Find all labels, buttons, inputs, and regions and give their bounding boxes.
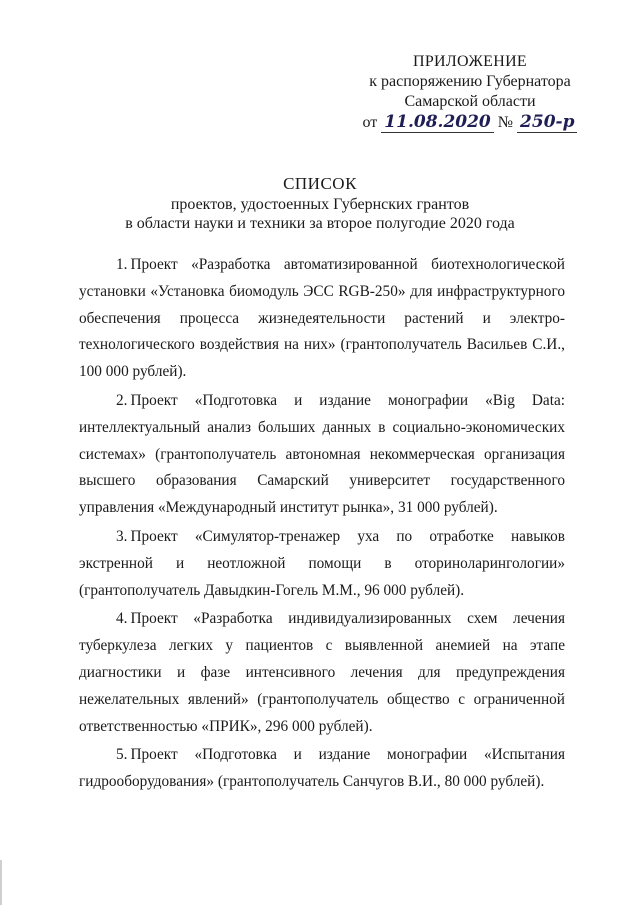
- item-text: Проект «Подготовка и издание монографии «Испытания гидрооборудования» (грантополучатель Санчугов В.И., 80 000 рублей).: [79, 746, 565, 791]
- handwritten-number: 250-р: [517, 112, 577, 133]
- handwritten-date: 11.08.2020: [381, 112, 493, 133]
- title-main: СПИСОК: [283, 174, 357, 193]
- date-prefix: от: [362, 114, 378, 131]
- title-line-1: проектов, удостоенных Губернских грантов: [170, 196, 470, 213]
- scan-edge: [0, 860, 2, 905]
- item-text: Проект «Симулятор-тренажер уха по отработке навыков экстренной и неотложной помощи в оториноларингологии» (грантополучатель Давыдкин-Гогель М.М., 96 000 рублей).: [79, 527, 565, 599]
- list-item: [79, 252, 565, 386]
- list-item: [79, 742, 565, 796]
- appendix-line-1: к распоряжению Губернатора: [369, 73, 571, 90]
- item-number: 5.: [116, 746, 128, 764]
- list-item: [79, 606, 565, 740]
- appendix-line-2: Самарской области: [404, 93, 536, 110]
- list-item: [79, 524, 565, 604]
- item-number: 2.: [116, 391, 128, 409]
- document-title: [80, 174, 560, 233]
- appendix-block: [340, 52, 600, 133]
- number-prefix: №: [497, 114, 514, 131]
- item-text: Проект «Разработка индивидуализированных схем лечения туберкулеза легких у пациентов с выявленной анемией на этапе диагностики и фазе интенсивного лечения для предупреждения нежелательных явлений» (грантополучатель общество с ограниченной ответственностью «ПРИК», 296 000 рублей).: [79, 610, 565, 735]
- item-number: 1.: [116, 256, 128, 273]
- appendix-date-line: [340, 112, 600, 133]
- project-list: [79, 252, 565, 798]
- item-text: Проект «Подготовка и издание монографии «Big Data: интеллектуальный анализ больших данных в социально-экономических системах» (грантополучатель автономная некоммерческая организация высшего образования Самарский университет государственного управления «Международный институт рынка», 31 000 рублей).: [79, 391, 565, 517]
- item-text: Проект «Разработка автоматизированной биотехнологической установки «Установка биомодуль ЭСС RGB-250» для инфраструктурного обеспечения процесса жизнедеятельности растений и электро-технологического воздействия на них» (грантополучатель Васильев С.И., 100 000 рублей).: [79, 256, 565, 381]
- appendix-heading: ПРИЛОЖЕНИЕ: [412, 53, 527, 70]
- list-item: [79, 388, 565, 522]
- item-number: 4.: [116, 610, 128, 628]
- title-line-2: в области науки и техники за второе полугодие 2020 года: [125, 215, 515, 232]
- item-number: 3.: [116, 527, 128, 545]
